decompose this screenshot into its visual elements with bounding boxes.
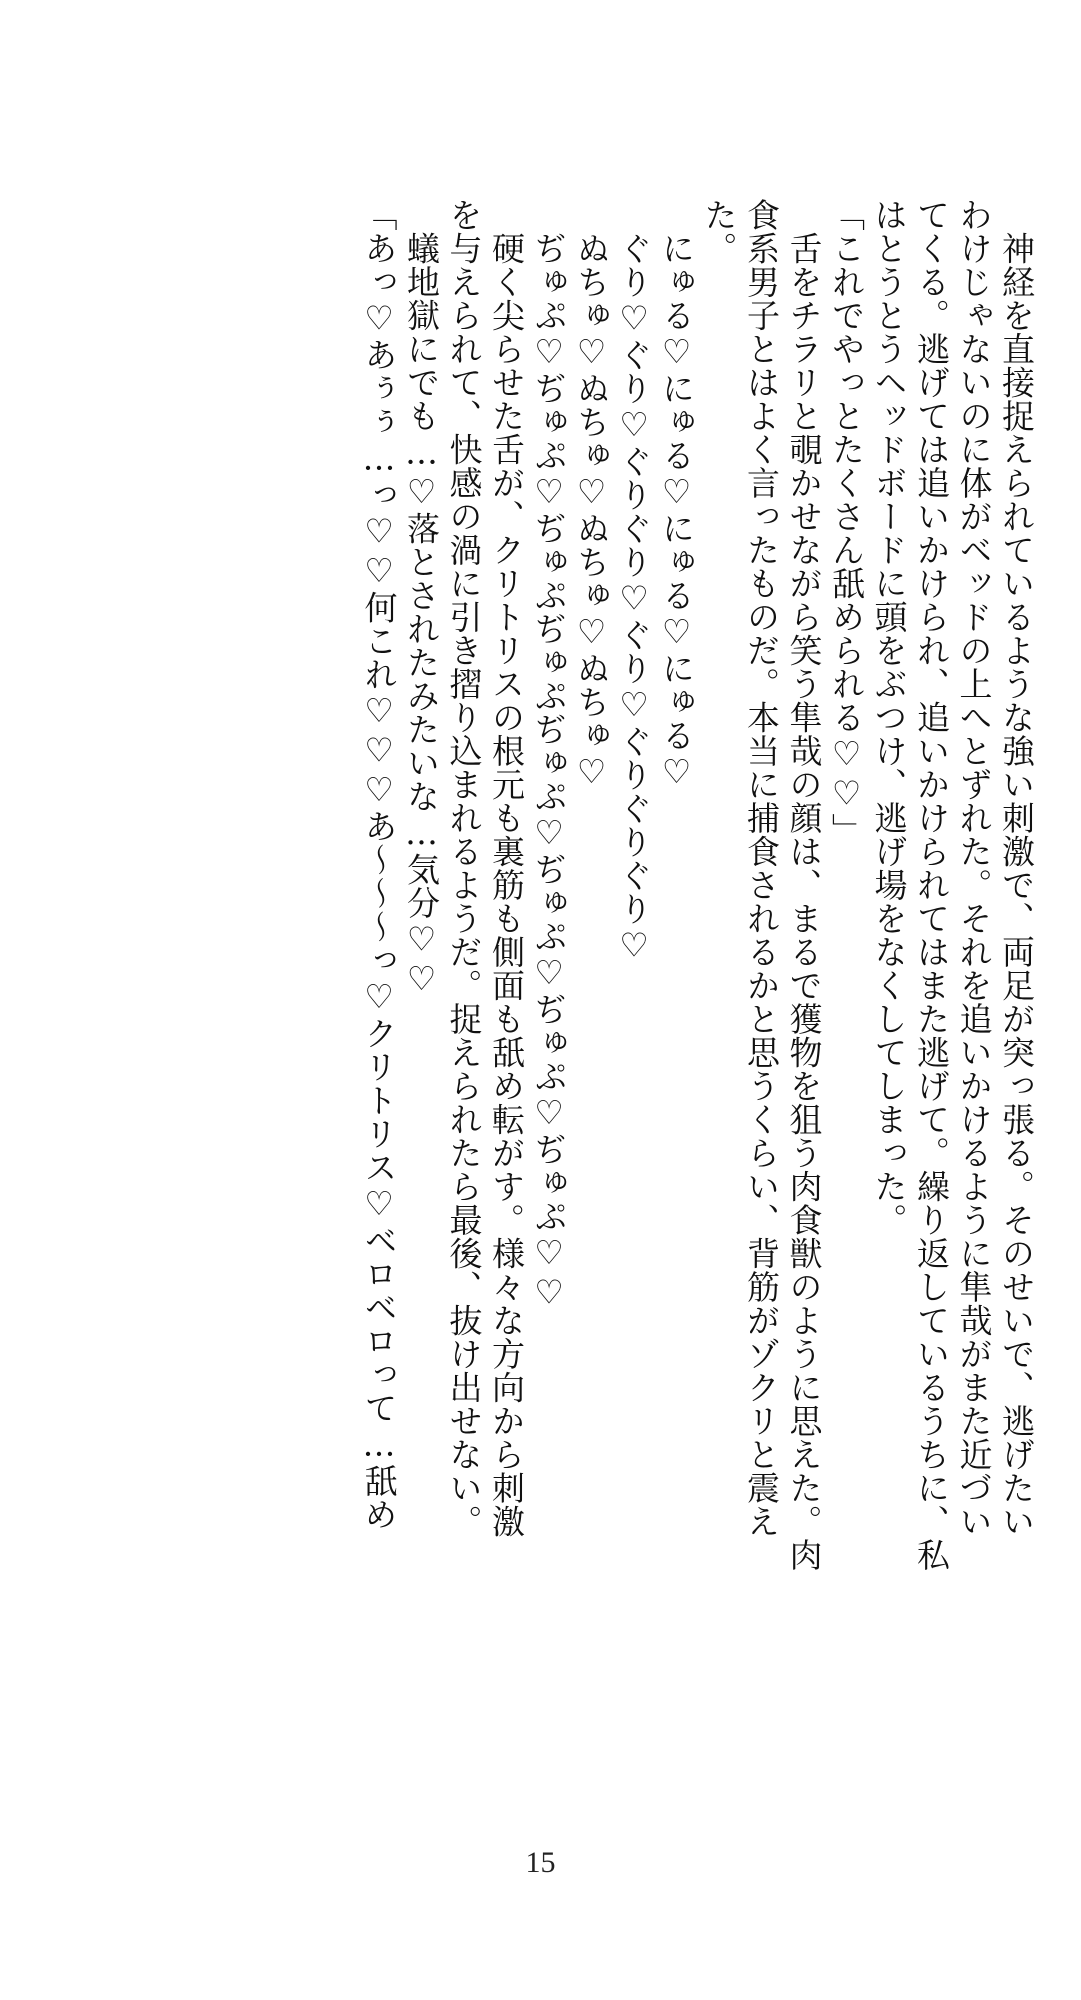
- text-line: 「これでやっとたくさん舐められる♡♡」: [827, 198, 866, 847]
- text-line: を与えられて、快感の渦に引き摺り込まれるようだ。捉えられたら最後、抜け出せない。: [444, 198, 484, 1538]
- text-line: てくる。逃げては追いかけられ、追いかけられてはまた逃げて。繰り返しているうちに、私: [912, 198, 951, 1572]
- text-line: ぢゅぷ♡ぢゅぷ♡ぢゅぷぢゅぷぢゅぷ♡ぢゅぷ♡ぢゅぷ♡ぢゅぷ♡♡: [529, 198, 569, 1312]
- text-line: わけじゃないのに体がベッドの上へとずれた。それを追いかけるように隼哉がまた近づい: [954, 198, 994, 1538]
- text-line: にゅる♡にゅる♡にゅる♡にゅる♡: [657, 198, 696, 792]
- text-line: はとうとうヘッドボードに頭をぶつけ、逃げ場をなくしてしまった。: [869, 198, 909, 1237]
- text-line: 舌をチラリと覗かせながら笑う隼哉の顔は、まるで獲物を狙う肉食獣のように思えた。肉: [784, 198, 824, 1572]
- text-line: 食系男子とはよく言ったものだ。本当に捕食されるかと思うくらい、背筋がゾクリと震え: [742, 198, 781, 1538]
- text-line: 硬く尖らせた舌が、クリトリスの根元も裏筋も側面も舐め転がす。様々な方向から刺激: [487, 198, 526, 1538]
- text-line: ぐり♡ぐり♡ぐりぐり♡ぐり♡ぐりぐりぐり♡: [614, 198, 654, 965]
- vertical-text-body: [357, 198, 1037, 1810]
- page-number: 15: [525, 1846, 556, 1879]
- text-line: 「あっ♡あぅぅ…っ♡♡何これ♡♡♡あ〜〜〜っ♡クリトリス♡ベロベロって…舐め: [359, 198, 399, 1531]
- text-line: 神経を直接捉えられているような強い刺激で、両足が突っ張る。そのせいで、逃げたい: [997, 198, 1036, 1538]
- text-line: た。: [699, 198, 739, 265]
- text-line: 蟻地獄にでも…♡落とされたみたいな…気分♡♡: [402, 198, 441, 999]
- text-line: ぬちゅ♡ぬちゅ♡ぬちゅ♡ぬちゅ♡: [572, 198, 611, 792]
